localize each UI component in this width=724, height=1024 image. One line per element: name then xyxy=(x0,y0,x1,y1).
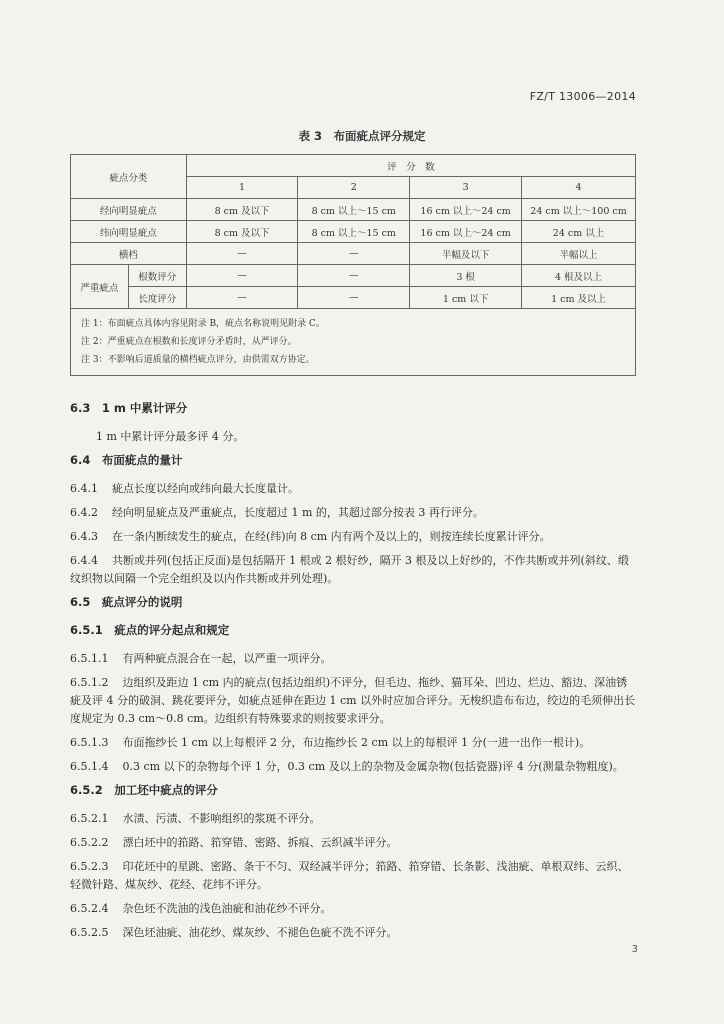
score-col: 2 xyxy=(298,177,410,199)
table-title: 表 3 布面疵点评分规定 xyxy=(298,129,426,143)
clause-text: 有两种疵点混合在一起，以严重一项评分。 xyxy=(122,652,332,665)
defect-scoring-table xyxy=(70,154,636,376)
score-col: 1 xyxy=(186,177,298,199)
row-label: 纬向明显疵点 xyxy=(71,221,187,243)
clause-text: 边组织及距边 1 cm 内的疵点(包括边组织)不评分，但毛边、拖纱、猫耳朵、凹边、烂边、豁边、深油锈疵及评 4 分的破洞、跳花要评分，如疵点延伸在距边 1 cm 以外时应加合评分。无梭织造布布边，绞边的毛须伸出长度规定为 0.3 cm～0.8 cm。边组织有特殊要求的则按要求评分。 xyxy=(70,676,636,725)
table-row xyxy=(71,199,636,221)
clause-text: 水渍、污渍、不影响组织的浆斑不评分。 xyxy=(122,812,321,825)
clause-number: 6.5.1.1 xyxy=(70,652,109,665)
score-col: 3 xyxy=(410,177,522,199)
table-row xyxy=(71,243,636,265)
row-label: 长度评分 xyxy=(128,287,186,309)
table-cell: — xyxy=(186,243,298,265)
table-cell: — xyxy=(298,287,410,309)
table-cell: 8 cm 及以下 xyxy=(186,221,298,243)
clause-paragraph xyxy=(70,810,638,828)
clause-number: 6.4.3 xyxy=(70,530,98,543)
table-cell: — xyxy=(186,265,298,287)
table-cell: 16 cm 以上～24 cm xyxy=(410,199,522,221)
clause-text: 漂白坯中的筘路、筘穿错、密路、拆痕、云织减半评分。 xyxy=(122,836,398,849)
clause-number: 6.5.2.3 xyxy=(70,860,109,873)
standard-code: FZ/T 13006—2014 xyxy=(529,90,636,103)
table-cell: 半幅及以下 xyxy=(410,243,522,265)
clause-number: 6.4.4 xyxy=(70,554,98,567)
body-text xyxy=(70,400,638,948)
corner-label: 疵点分类 xyxy=(71,155,187,199)
score-col: 4 xyxy=(522,177,636,199)
table-cell: 24 cm 以上～100 cm xyxy=(522,199,636,221)
table-cell: 4 根及以上 xyxy=(522,265,636,287)
table-cell: 1 cm 及以上 xyxy=(522,287,636,309)
score-header: 评 分 数 xyxy=(186,155,635,177)
table-cell: — xyxy=(298,243,410,265)
table-note: 注 1：布面疵点具体内容见附录 B，疵点名称说明见附录 C。 xyxy=(81,319,325,329)
table-cell: 半幅以上 xyxy=(522,243,636,265)
section-heading: 6.5 疵点评分的说明 xyxy=(70,595,183,609)
table-cell: 8 cm 以上～15 cm xyxy=(298,221,410,243)
severe-group-label: 严重疵点 xyxy=(71,265,129,309)
clause-paragraph xyxy=(70,834,638,852)
table-notes xyxy=(71,309,636,376)
clause-text: 0.3 cm 以下的杂物每个评 1 分，0.3 cm 及以上的杂物及金属杂物(包括瓷器)评 4 分(测量杂物粗度)。 xyxy=(122,760,624,773)
clause-text: 1 m 中累计评分最多评 4 分。 xyxy=(96,430,245,443)
table-cell: 3 根 xyxy=(410,265,522,287)
section-heading: 6.4 布面疵点的量计 xyxy=(70,453,183,467)
clause-paragraph xyxy=(70,734,638,752)
table-row xyxy=(71,287,636,309)
table-row xyxy=(71,265,636,287)
clause-text: 在一条内断续发生的疵点，在经(纬)向 8 cm 内有两个及以上的，则按连续长度累计评分。 xyxy=(112,530,551,543)
clause-paragraph xyxy=(70,924,638,942)
clause-paragraph xyxy=(70,858,638,894)
table-cell: 24 cm 以上 xyxy=(522,221,636,243)
clause-number: 6.4.2 xyxy=(70,506,98,519)
table-note: 注 3：不影响后道质量的横档疵点评分，由供需双方协定。 xyxy=(81,355,315,365)
clause-text: 布面拖纱长 1 cm 以上每根评 2 分，布边拖纱长 2 cm 以上的每根评 1 分(一进一出作一根计)。 xyxy=(122,736,591,749)
clause-number: 6.5.1.3 xyxy=(70,736,109,749)
clause-paragraph xyxy=(70,900,638,918)
section-heading: 6.5.2 加工坯中疵点的评分 xyxy=(70,783,218,797)
clause-paragraph xyxy=(70,480,638,498)
clause-number: 6.5.2.2 xyxy=(70,836,109,849)
clause-paragraph xyxy=(70,650,638,668)
clause-text: 共断或并列(包括正反面)是包括隔开 1 根或 2 根好纱，隔开 3 根及以上好纱的，不作共断或并列(斜纹、缎纹织物以间隔一个完全组织及以内作共断或并列处理)。 xyxy=(70,554,629,585)
table-notes-row xyxy=(71,309,636,376)
table-cell: — xyxy=(186,287,298,309)
table-cell: 8 cm 及以下 xyxy=(186,199,298,221)
page-number: 3 xyxy=(631,944,638,955)
clause-text: 疵点长度以经向或纬向最大长度量计。 xyxy=(112,482,299,495)
row-label: 横档 xyxy=(71,243,187,265)
clause-text: 经向明显疵点及严重疵点，长度超过 1 m 的，其超过部分按表 3 再行评分。 xyxy=(112,506,484,519)
table-header-row xyxy=(71,155,636,177)
clause-number: 6.5.2.1 xyxy=(70,812,109,825)
clause-text: 印花坯中的星跳、密路、条干不匀、双经减半评分；筘路、筘穿错、长条影、浅油疵、单根双纬、云织、轻微针路、煤灰纱、花经、花纬不评分。 xyxy=(70,860,629,891)
table-cell: 1 cm 以下 xyxy=(410,287,522,309)
clause-number: 6.5.2.4 xyxy=(70,902,109,915)
clause-paragraph xyxy=(70,552,638,588)
clause-text: 深色坯油疵、油花纱、煤灰纱、不褪色色疵不洗不评分。 xyxy=(122,926,398,939)
table-row xyxy=(71,221,636,243)
clause-paragraph xyxy=(70,504,638,522)
table-cell: 16 cm 以上～24 cm xyxy=(410,221,522,243)
table-cell: 8 cm 以上～15 cm xyxy=(298,199,410,221)
section-heading: 6.5.1 疵点的评分起点和规定 xyxy=(70,623,230,637)
clause-paragraph xyxy=(70,674,638,728)
clause-paragraph xyxy=(70,528,638,546)
row-label: 经向明显疵点 xyxy=(71,199,187,221)
section-heading: 6.3 1 m 中累计评分 xyxy=(70,401,188,415)
table-cell: — xyxy=(298,265,410,287)
clause-text: 杂色坯不洗油的浅色油疵和油花纱不评分。 xyxy=(122,902,332,915)
clause-number: 6.5.1.4 xyxy=(70,760,109,773)
clause-paragraph xyxy=(70,428,638,446)
row-label: 根数评分 xyxy=(128,265,186,287)
table-note: 注 2：严重疵点在根数和长度评分矛盾时，从严评分。 xyxy=(81,337,297,347)
clause-paragraph xyxy=(70,758,638,776)
clause-number: 6.5.1.2 xyxy=(70,676,109,689)
clause-number: 6.4.1 xyxy=(70,482,98,495)
clause-number: 6.5.2.5 xyxy=(70,926,109,939)
